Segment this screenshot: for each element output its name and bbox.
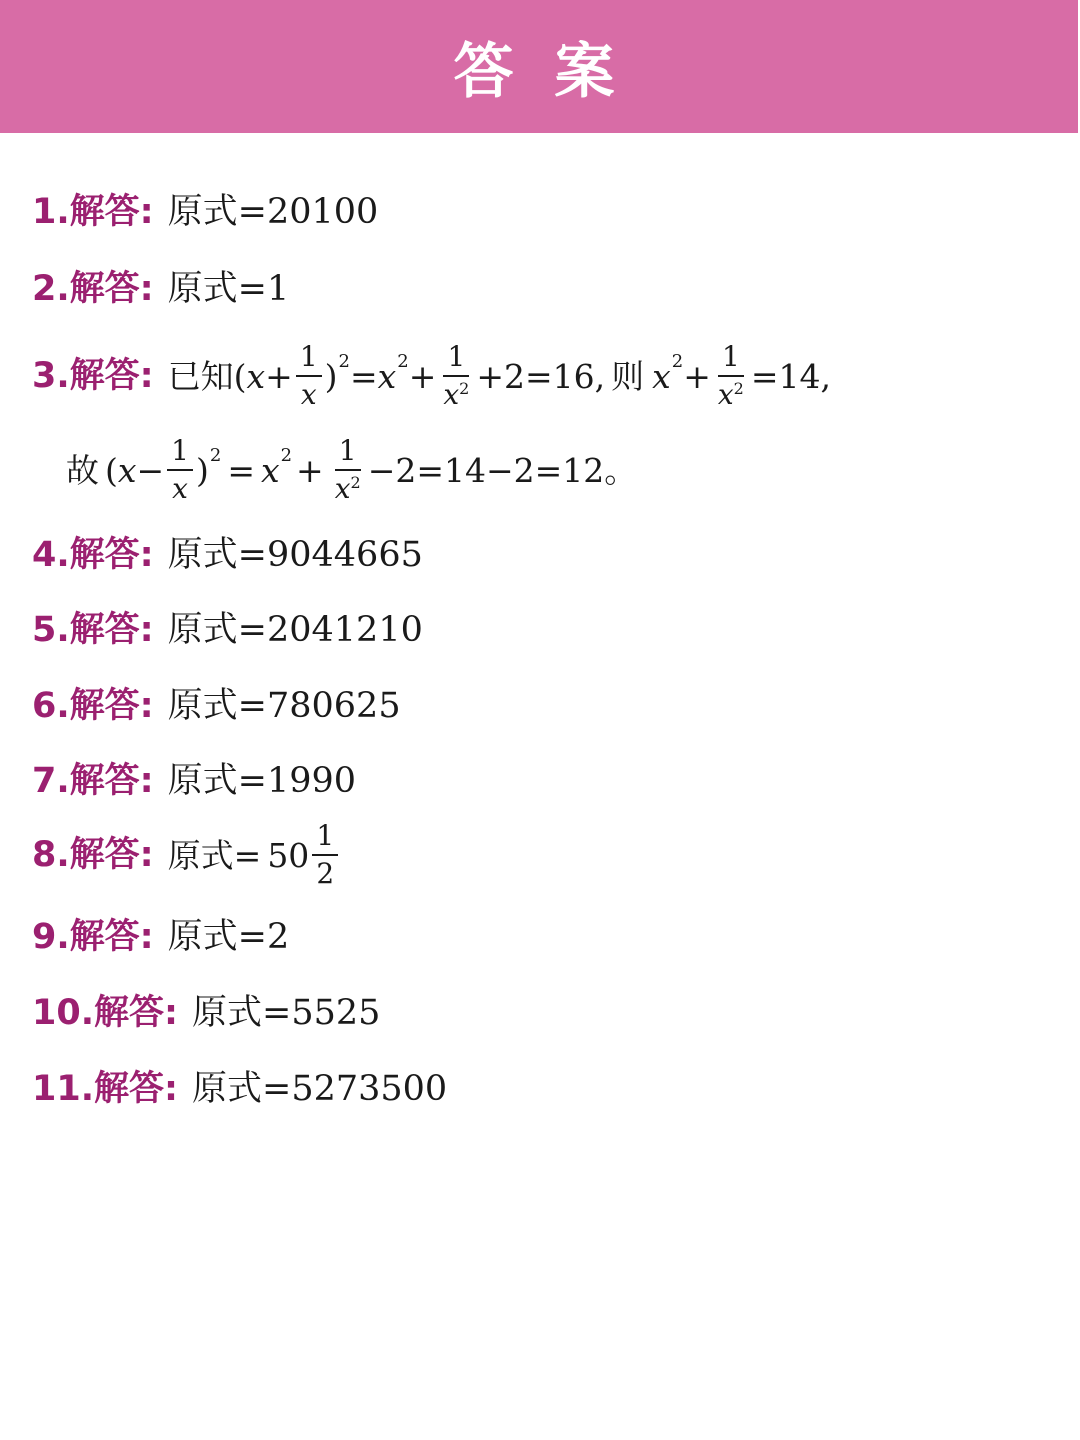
- answer-item-10: [32, 993, 381, 1033]
- answer-item-6: [32, 686, 401, 726]
- answer-expression: 原式=780625: [167, 686, 401, 726]
- answer-expression: 原式=1990: [167, 761, 357, 801]
- answer-expression: 原式=5273500: [192, 1069, 448, 1109]
- answer-expression: 原式=1: [167, 269, 290, 309]
- answer-item-7: [32, 761, 357, 801]
- answer-label: 3.解答:: [32, 355, 154, 396]
- answer-label: 11.解答:: [32, 1069, 178, 1109]
- answer-label: 2.解答:: [32, 269, 154, 309]
- answer-expression: 原式=20100: [167, 192, 379, 232]
- answer-label: 6.解答:: [32, 686, 154, 726]
- answer-label: 7.解答:: [32, 761, 154, 801]
- answer-expression: 原式=2041210: [167, 610, 423, 650]
- fraction: $\frac{1}{2}$: [312, 822, 338, 888]
- answer-item-4: [32, 535, 423, 575]
- answer-item-9: [32, 917, 290, 957]
- answer-label: 9.解答:: [32, 917, 154, 957]
- fraction: $\frac{1}{x^2}$: [717, 340, 744, 411]
- page-title: 答 案: [453, 36, 625, 107]
- answer-expression: 原式= 50 $\frac{1}{2}$: [168, 822, 341, 888]
- answer-label: 1.解答:: [32, 192, 154, 232]
- answer-expression-line-1: 已知 ( x + $\frac{1}{x}$ ) 2 = x 2 + $\frac{1}{x^2}$ +2=16 , 则 x 2 + $\frac{1}{x^2}$ =14,: [167, 340, 831, 411]
- answer-item-8: [32, 819, 341, 890]
- answer-expression: 原式=5525: [192, 993, 381, 1033]
- answer-expression: 原式=9044665: [167, 535, 423, 575]
- answer-expression: 原式=2: [167, 917, 290, 957]
- answer-label: 10.解答:: [32, 993, 178, 1033]
- fraction: $\frac{1}{x^2}$: [443, 340, 470, 411]
- fraction: $\frac{1}{x}$: [167, 437, 193, 503]
- answer-label: 8.解答:: [32, 834, 154, 875]
- fraction: $\frac{1}{x^2}$: [334, 434, 361, 505]
- answer-item-1: [32, 192, 379, 232]
- answer-item-5: [32, 610, 423, 650]
- answer-expression-line-2: 故 ( x − $\frac{1}{x}$ ) 2 = x 2 + $\frac{1}{x^2}$ −2=14−2=12。: [66, 434, 638, 505]
- answer-item-11: [32, 1069, 448, 1109]
- answer-label: 4.解答:: [32, 535, 154, 575]
- answer-label: 5.解答:: [32, 610, 154, 650]
- answer-item-2: [32, 269, 290, 309]
- answer-item-3-continued: [66, 434, 638, 505]
- answer-item-3: [32, 340, 831, 411]
- fraction: $\frac{1}{x}$: [296, 343, 322, 409]
